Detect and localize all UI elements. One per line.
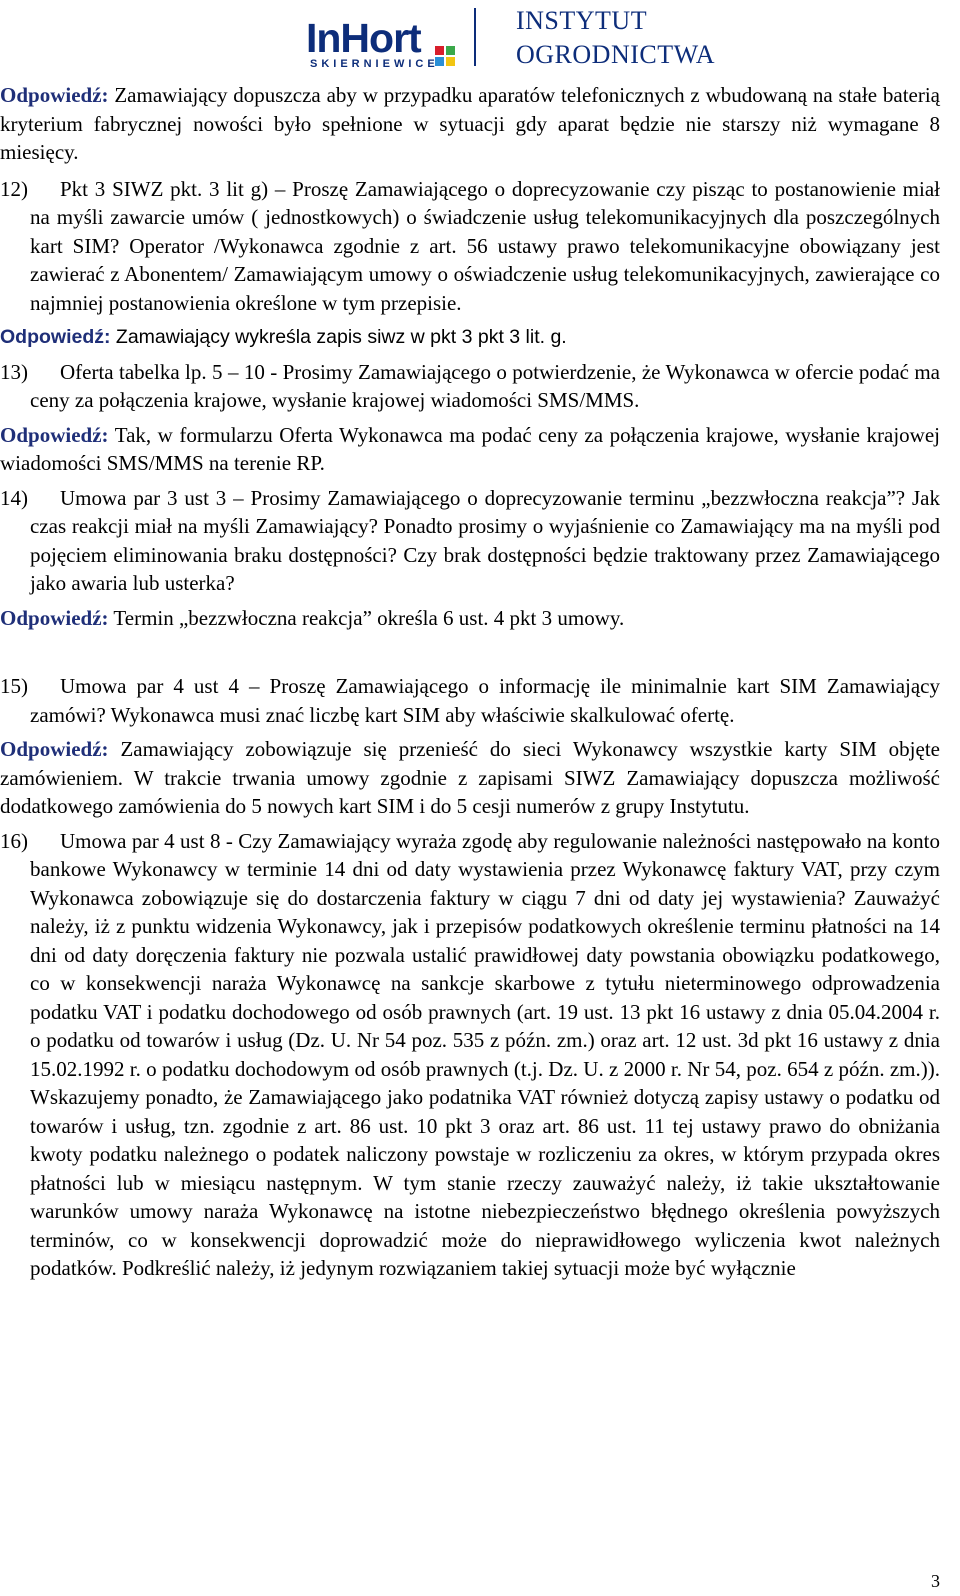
answer-13: Odpowiedź: Tak, w formularzu Oferta Wykonawca ma podać ceny za połączenia krajowe, wysłanie krajowej wiadomości SMS/MMS na terenie RP. (0, 422, 941, 475)
page-number: 3 (931, 1571, 940, 1591)
answer-label: Odpowiedź: (0, 83, 109, 107)
answer-label: Odpowiedź: (0, 422, 109, 447)
answer-label: Odpowiedź: (0, 737, 109, 761)
document-body (0, 81, 940, 1283)
institute-name-line1: INSTYTUT (516, 6, 648, 35)
answer-15: Odpowiedź: Zamawiający zobowiązuje się przenieść do sieci Wykonawcy wszystkie karty SIM objęte zamówieniem. W trakcie trwania umowy zgodnie z zapisami SIWZ Zamawiający dopuszcza możliwość dodatkowego zamówienia do 5 nowych kart SIM i do 5 cesji numerów z grupy Instytutu. (0, 737, 940, 818)
question-14: 14) Umowa par 3 ust 3 – Prosimy Zamawiającego o doprecyzowanie terminu „bezzwłoczna reakcja”? Jak czas reakcji miał na myśli Zamawiający? Ponadto prosimy o wyjaśnienie co Zamawiający ma na myśli pod pojęciem eliminowania braku dostępności? Czy brak dostępności będzie traktowany przez Zamawiającego jako awaria lub usterka? (0, 485, 940, 595)
header-divider (474, 8, 476, 66)
question-13: 13) Oferta tabelka lp. 5 – 10 - Prosimy Zamawiającego o potwierdzenie, że Wykonawca w ofercie podać ma ceny za połączenia krajowe, wysłanie krajowej wiadomości SMS/MMS. (0, 359, 941, 412)
logo-subtitle: SKIERNIEWICE (310, 58, 439, 70)
question-15: 15) Umowa par 4 ust 4 – Proszę Zamawiającego o informację ile minimalnie kart SIM Zamawiający zamówi? Wykonawca musi znać liczbę kart SIM aby właściwie skalkulować ofertę. (0, 674, 940, 727)
answer-label: Odpowiedź: (0, 605, 109, 630)
page-header (300, 6, 716, 72)
inhort-logo: InHort (306, 15, 421, 61)
answer-12: Odpowiedź: Zamawiający wykreśla zapis siwz w pkt 3 pkt 3 lit. g. (0, 326, 567, 348)
answer-14: Odpowiedź: Termin „bezzwłoczna reakcja” określa 6 ust. 4 pkt 3 umowy. (0, 605, 625, 630)
answer-11: Odpowiedź: Zamawiający dopuszcza aby w przypadku aparatów telefonicznych z wbudowaną na stałe baterią kryterium fabrycznej nowości było spełnione w sytuacji gdy aparat będzie nie starszy niż wymagane 8 miesięcy. (0, 83, 940, 164)
answer-label: Odpowiedź: (0, 326, 111, 348)
question-12: 12) Pkt 3 SIWZ pkt. 3 lit g) – Proszę Zamawiającego o doprecyzowanie czy pisząc to postanowienie miał na myśli zawarcie umów ( jednostkowych) o świadczenie usług telekomunikacyjnych dla poszczególnych kart SIM? Operator /Wykonawca zgodnie z art. 56 ustawy prawo telekomunikacyjne obowiązany jest zawierać z Abonentem/ Zamawiającym umowy o oświadczenie usług telekomunikacyjnych, zawierające co najmniej postanowienia określone w tym przepisie. (0, 176, 940, 315)
question-16: 16) Umowa par 4 ust 8 - Czy Zamawiający wyraża zgodę aby regulowanie należności następowało na konto bankowe Wykonawcy w terminie 14 dni od daty wystawienia przez Wykonawcę faktury VAT, przy czym Wykonawca zobowiązuje się do dostarczenia faktury w ciągu 7 dni od daty jej wystawienia? Zauważyć należy, iż z punktu widzenia Wykonawcy, jak i przepisów podatkowych określenie terminu płatności na 14 dni od daty doręczenia faktury nie pozwala ustalić prawidłowej daty powstania obowiązku podatkowego, co w konsekwencji naraża Wykonawcę na sankcje skarbowe z tytułu nieterminowego odprowadzenia podatku VAT i podatku dochodowego od osób prawnych (art. 19 ust. 13 pkt 16 ustawy z dnia 05.04.2004 r. o podatku od towarów i usług (Dz. U. Nr 54 poz. 535 z późn. zm.) oraz art. 12 ust. 3d pkt 16 ustawy z dnia 15.02.1992 r. o podatku dochodowym od osób prawnych (t.j. Dz. U. z 2000 r. Nr 54, poz. 654 z późn. zm.)). Wskazujemy ponadto, że Zamawiającego jako podatnika VAT również dotyczą zapisy ustawy o podatku od towarów i usług, tzn. zgodnie z art. 86 ust. 10 pkt 3 oraz art. 86 ust. 11 tej ustawy prawo do obniżania kwoty podatku należnego o podatek naliczony powstaje w rozliczeniu za okres, w którym przypada okres płatności lub w miesiącu następnym. W tym stanie rzeczy zauważyć należy, iż takie ukształtowanie warunków umowy naraża Wykonawcę na istotne niebezpieczeństwo błędnego określenia powyższych terminów, co w konsekwencji doprowadzić może do nieprawidłowego wyliczenia kwot należnych podatków. Podkreślić należy, iż jedynym rozwiązaniem takiej sytuacji może być wyłącznie (0, 828, 940, 1280)
institute-name-line2: OGRODNICTWA (516, 40, 716, 69)
